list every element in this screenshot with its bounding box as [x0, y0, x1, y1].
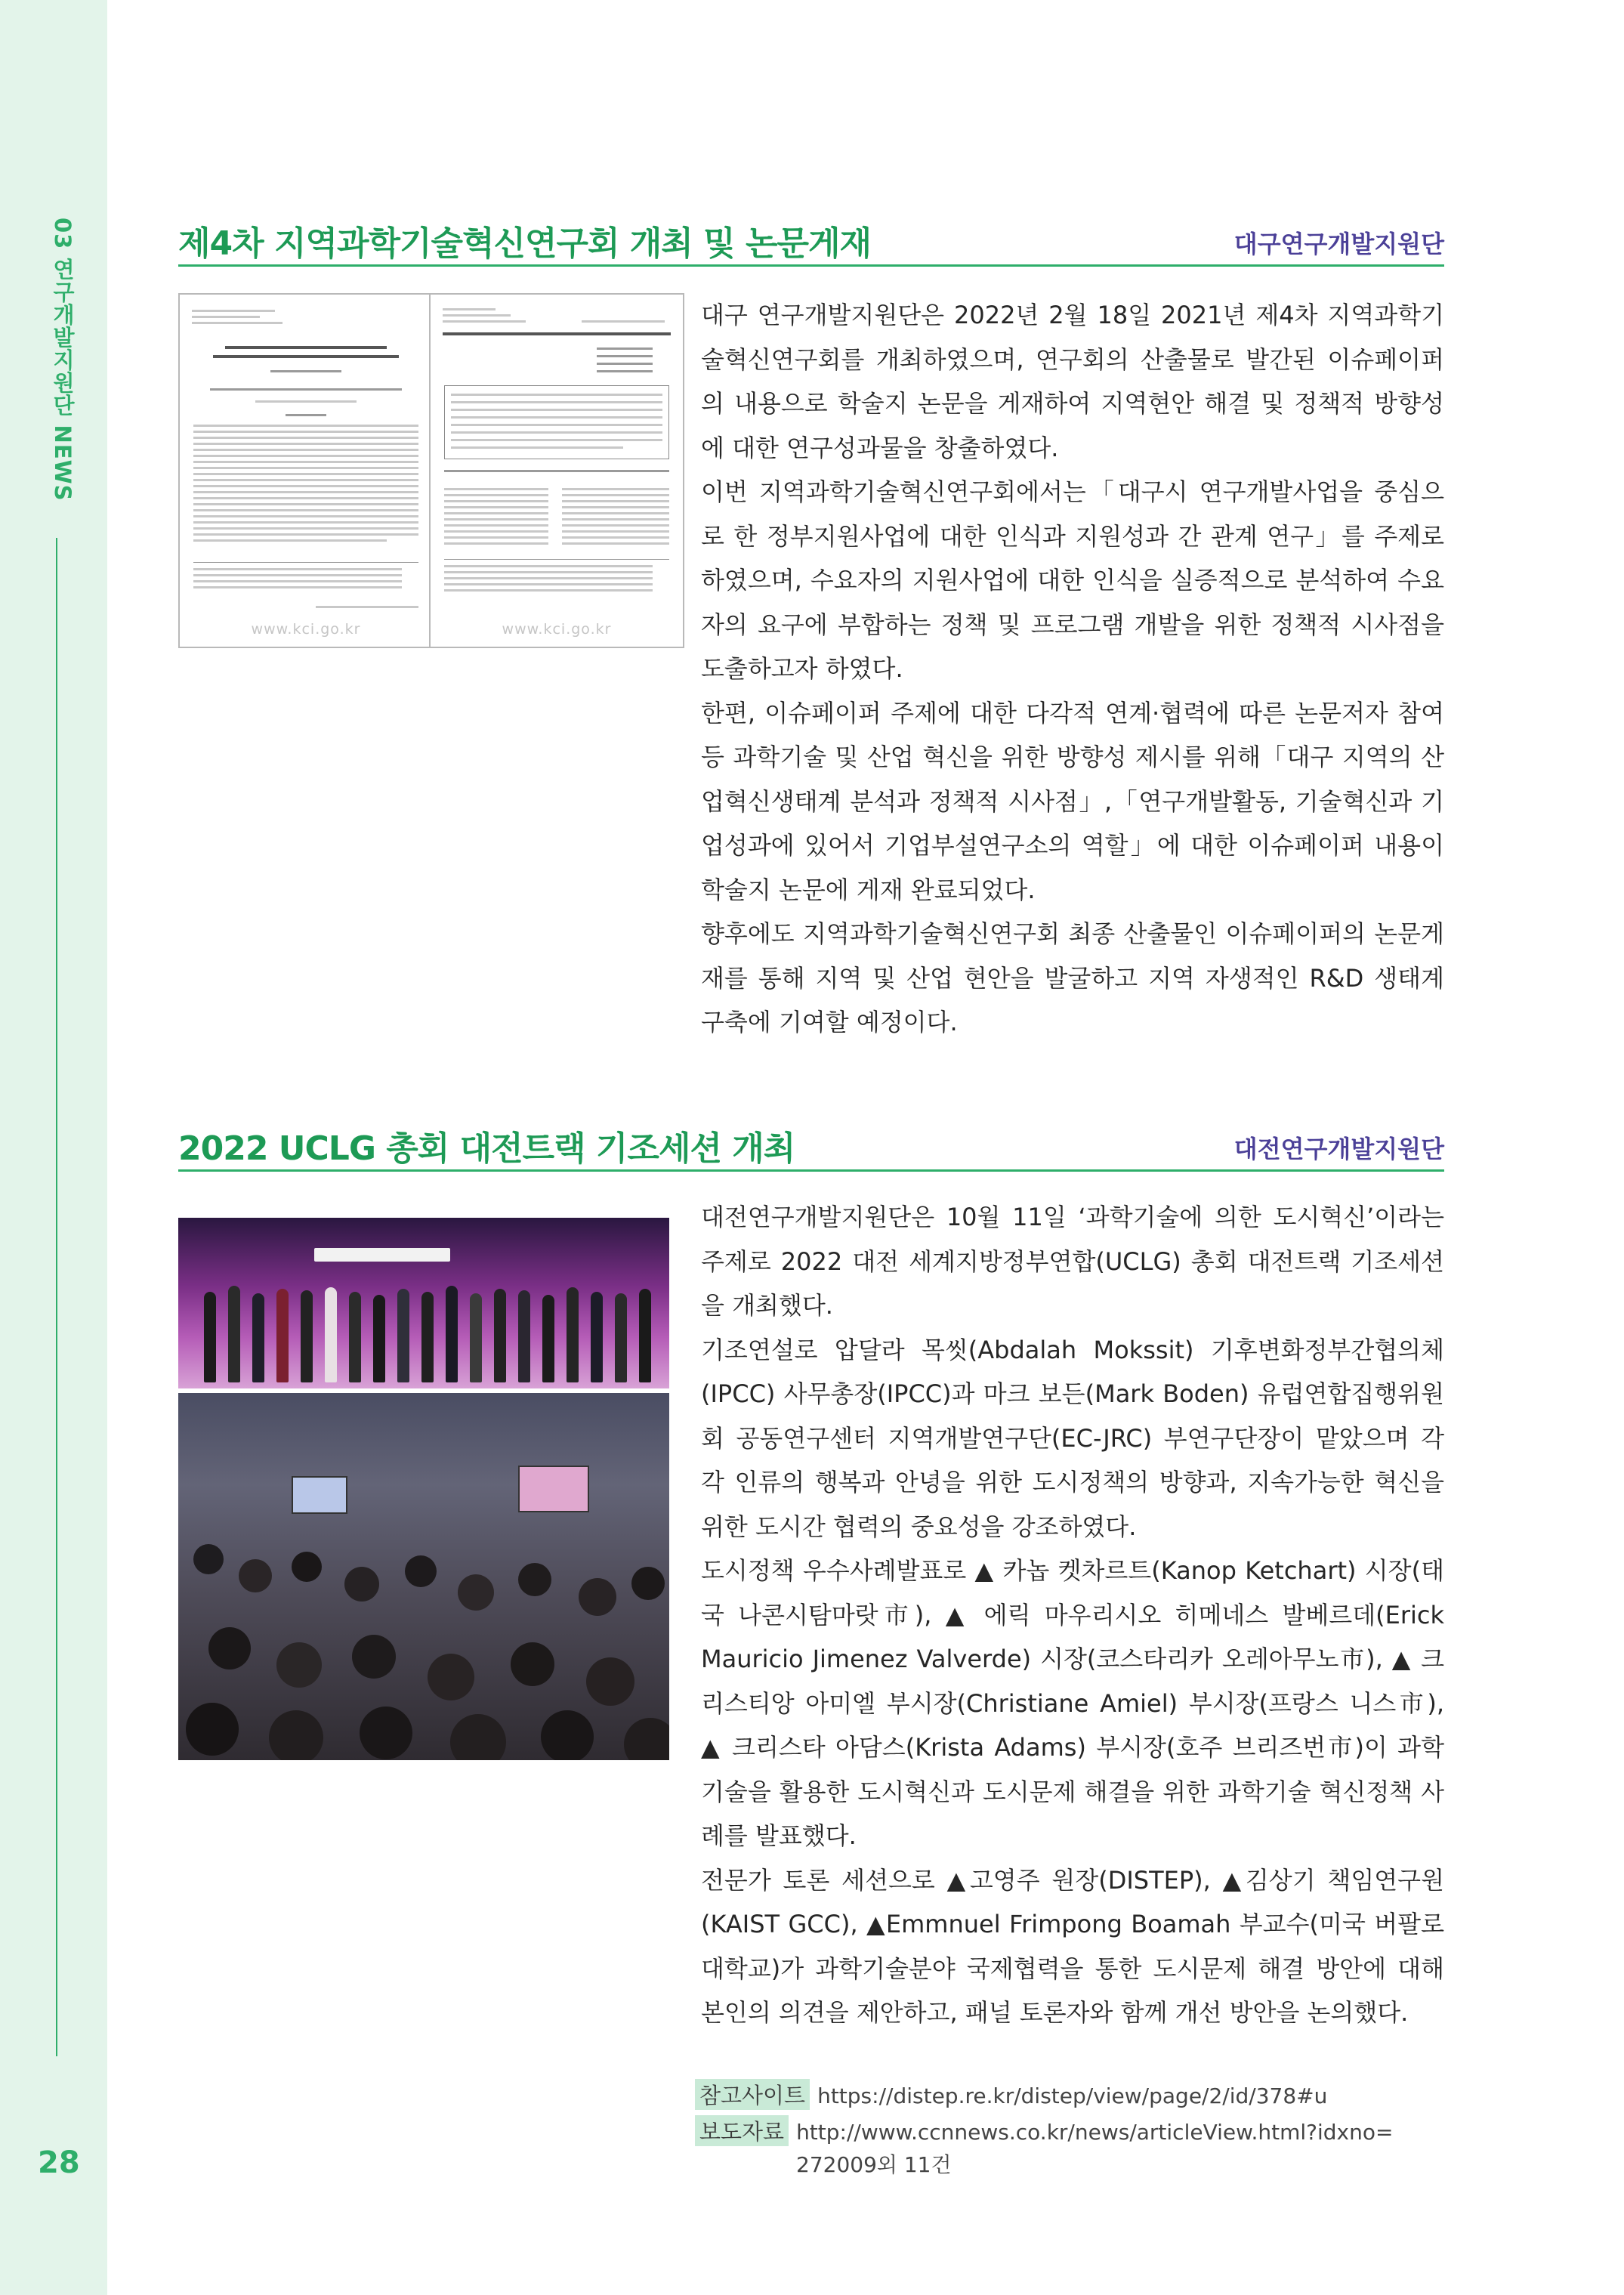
section1-body [701, 293, 1444, 1045]
section2-paragraph-2: 기조연설로 압달라 목씻(Abdalah Mokssit) 기후변화정부간협의체(IPCC) 사무총장(IPCC)과 마크 보든(Mark Boden) 유럽연합집행위원회 공동연구센터 지역개발연구단(EC-JRC) 부연구단장이 맡았으며 각각 인류의 행복과 안녕을 위한 도시정책의 방향과, 지속가능한 혁신을 위한 도시간 협력의 중요성을 강조하였다. [701, 1335, 1444, 1541]
press-release [695, 2115, 1393, 2146]
event-photo-stage [178, 1218, 669, 1388]
press-release-link[interactable]: http://www.ccnnews.co.kr/news/articleView.html?idxno= [796, 2120, 1394, 2145]
section2-paragraph-1: 대전연구개발지원단은 10월 11일 ‘과학기술에 의한 도시혁신’이라는 주제로 2022 대전 세계지방정부연합(UCLG) 총회 대전트랙 기조세션을 개최했다. [701, 1203, 1444, 1320]
reference-site [695, 2079, 1327, 2110]
reference-site-link[interactable]: https://distep.re.kr/distep/view/page/2/id/378#u [817, 2083, 1328, 2108]
press-release-continuation: 272009외 11건 [796, 2152, 952, 2177]
paper-thumbnail-1 [178, 293, 434, 648]
section2-rule [178, 1169, 1444, 1172]
event-photo-audience [178, 1393, 669, 1760]
paper-watermark-2: www.kci.go.kr [502, 621, 612, 638]
paper-watermark-1: www.kci.go.kr [251, 621, 361, 638]
section1-paragraph-1: 대구 연구개발지원단은 2022년 2월 18일 2021년 제4차 지역과학기술혁신연구회를 개최하였으며, 연구회의 산출물로 발간된 이슈페이퍼의 내용으로 학술지 논문을 게재하여 지역현안 해결 및 정책적 방향성에 대한 연구성과물을 창출하였다. [701, 301, 1444, 462]
section1-paragraph-4: 향후에도 지역과학기술혁신연구회 최종 산출물인 이슈페이퍼의 논문게재를 통해 지역 및 산업 현안을 발굴하고 지역 자생적인 R&D 생태계 구축에 기여할 예정이다. [701, 919, 1444, 1036]
section2-body [701, 1195, 1444, 2035]
section1-org: 대구연구개발지원단 [1233, 230, 1444, 258]
section2-paragraph-4: 전문가 토론 세션으로 ▲고영주 원장(DISTEP), ▲김상기 책임연구원(KAIST GCC), ▲Emmnuel Frimpong Boamah 부교수(미국 버팔로대학교)가 과학기술분야 국제협력을 통한 도시문제 해결 방안에 대해 본인의 의견을 제안하고, 패널 토론자와 함께 개선 방안을 논의했다. [701, 1865, 1444, 2027]
reference-site-tag: 참고사이트 [695, 2079, 810, 2110]
section1-title: 제4차 지역과학기술혁신연구회 개최 및 논문게재 [178, 224, 871, 263]
side-divider-top [56, 538, 57, 2056]
section1-paragraph-2: 이번 지역과학기술혁신연구회에서는「대구시 연구개발사업을 중심으로 한 정부지원사업에 대한 인식과 지원성과 간 관계 연구」를 주제로 하였으며, 수요자의 지원사업에 대한 인식을 실증적으로 분석하여 수요자의 요구에 부합하는 정책 및 프로그램 개발을 위한 정책적 시사점을 도출하고자 하였다. [701, 477, 1444, 683]
section1-rule [178, 264, 1444, 267]
section-label: 03 연구개발지원단 NEWS [50, 218, 76, 502]
section2-paragraph-3: 도시정책 우수사례발표로 ▲ 카놉 켓차르트(Kanop Ketchart) 시장(태국 나콘시탐마랏市), ▲ 에릭 마우리시오 히메네스 발베르데(Erick Mauricio Jimenez Valverde) 시장(코스타리카 오레아무노市), ▲ 크리스티앙 아미엘 부시장(Christiane Amiel) 부시장(프랑스 니스市), ▲ 크리스타 아담스(Krista Adams) 부시장(호주 브리즈번市)이 과학기술을 활용한 도시혁신과 도시문제 해결을 위한 과학기술 혁신정책 사례를 발표했다. [701, 1556, 1444, 1850]
section1-paragraph-3: 한편, 이슈페이퍼 주제에 대한 다각적 연계·협력에 따른 논문저자 참여 등 과학기술 및 산업 혁신을 위한 방향성 제시를 위해「대구 지역의 산업혁신생태계 분석과 정책적 시사점」,「연구개발활동, 기술혁신과 기업성과에 있어서 기업부설연구소의 역할」에 대한 이슈페이퍼 내용이 학술지 논문에 게재 완료되었다. [701, 698, 1444, 904]
section2-org: 대전연구개발지원단 [1233, 1135, 1444, 1163]
section2-title: 2022 UCLG 총회 대전트랙 기조세션 개최 [178, 1129, 795, 1168]
paper-thumbnail-2 [429, 293, 684, 648]
page-number: 28 [38, 2145, 80, 2180]
press-release-tag: 보도자료 [695, 2115, 789, 2146]
